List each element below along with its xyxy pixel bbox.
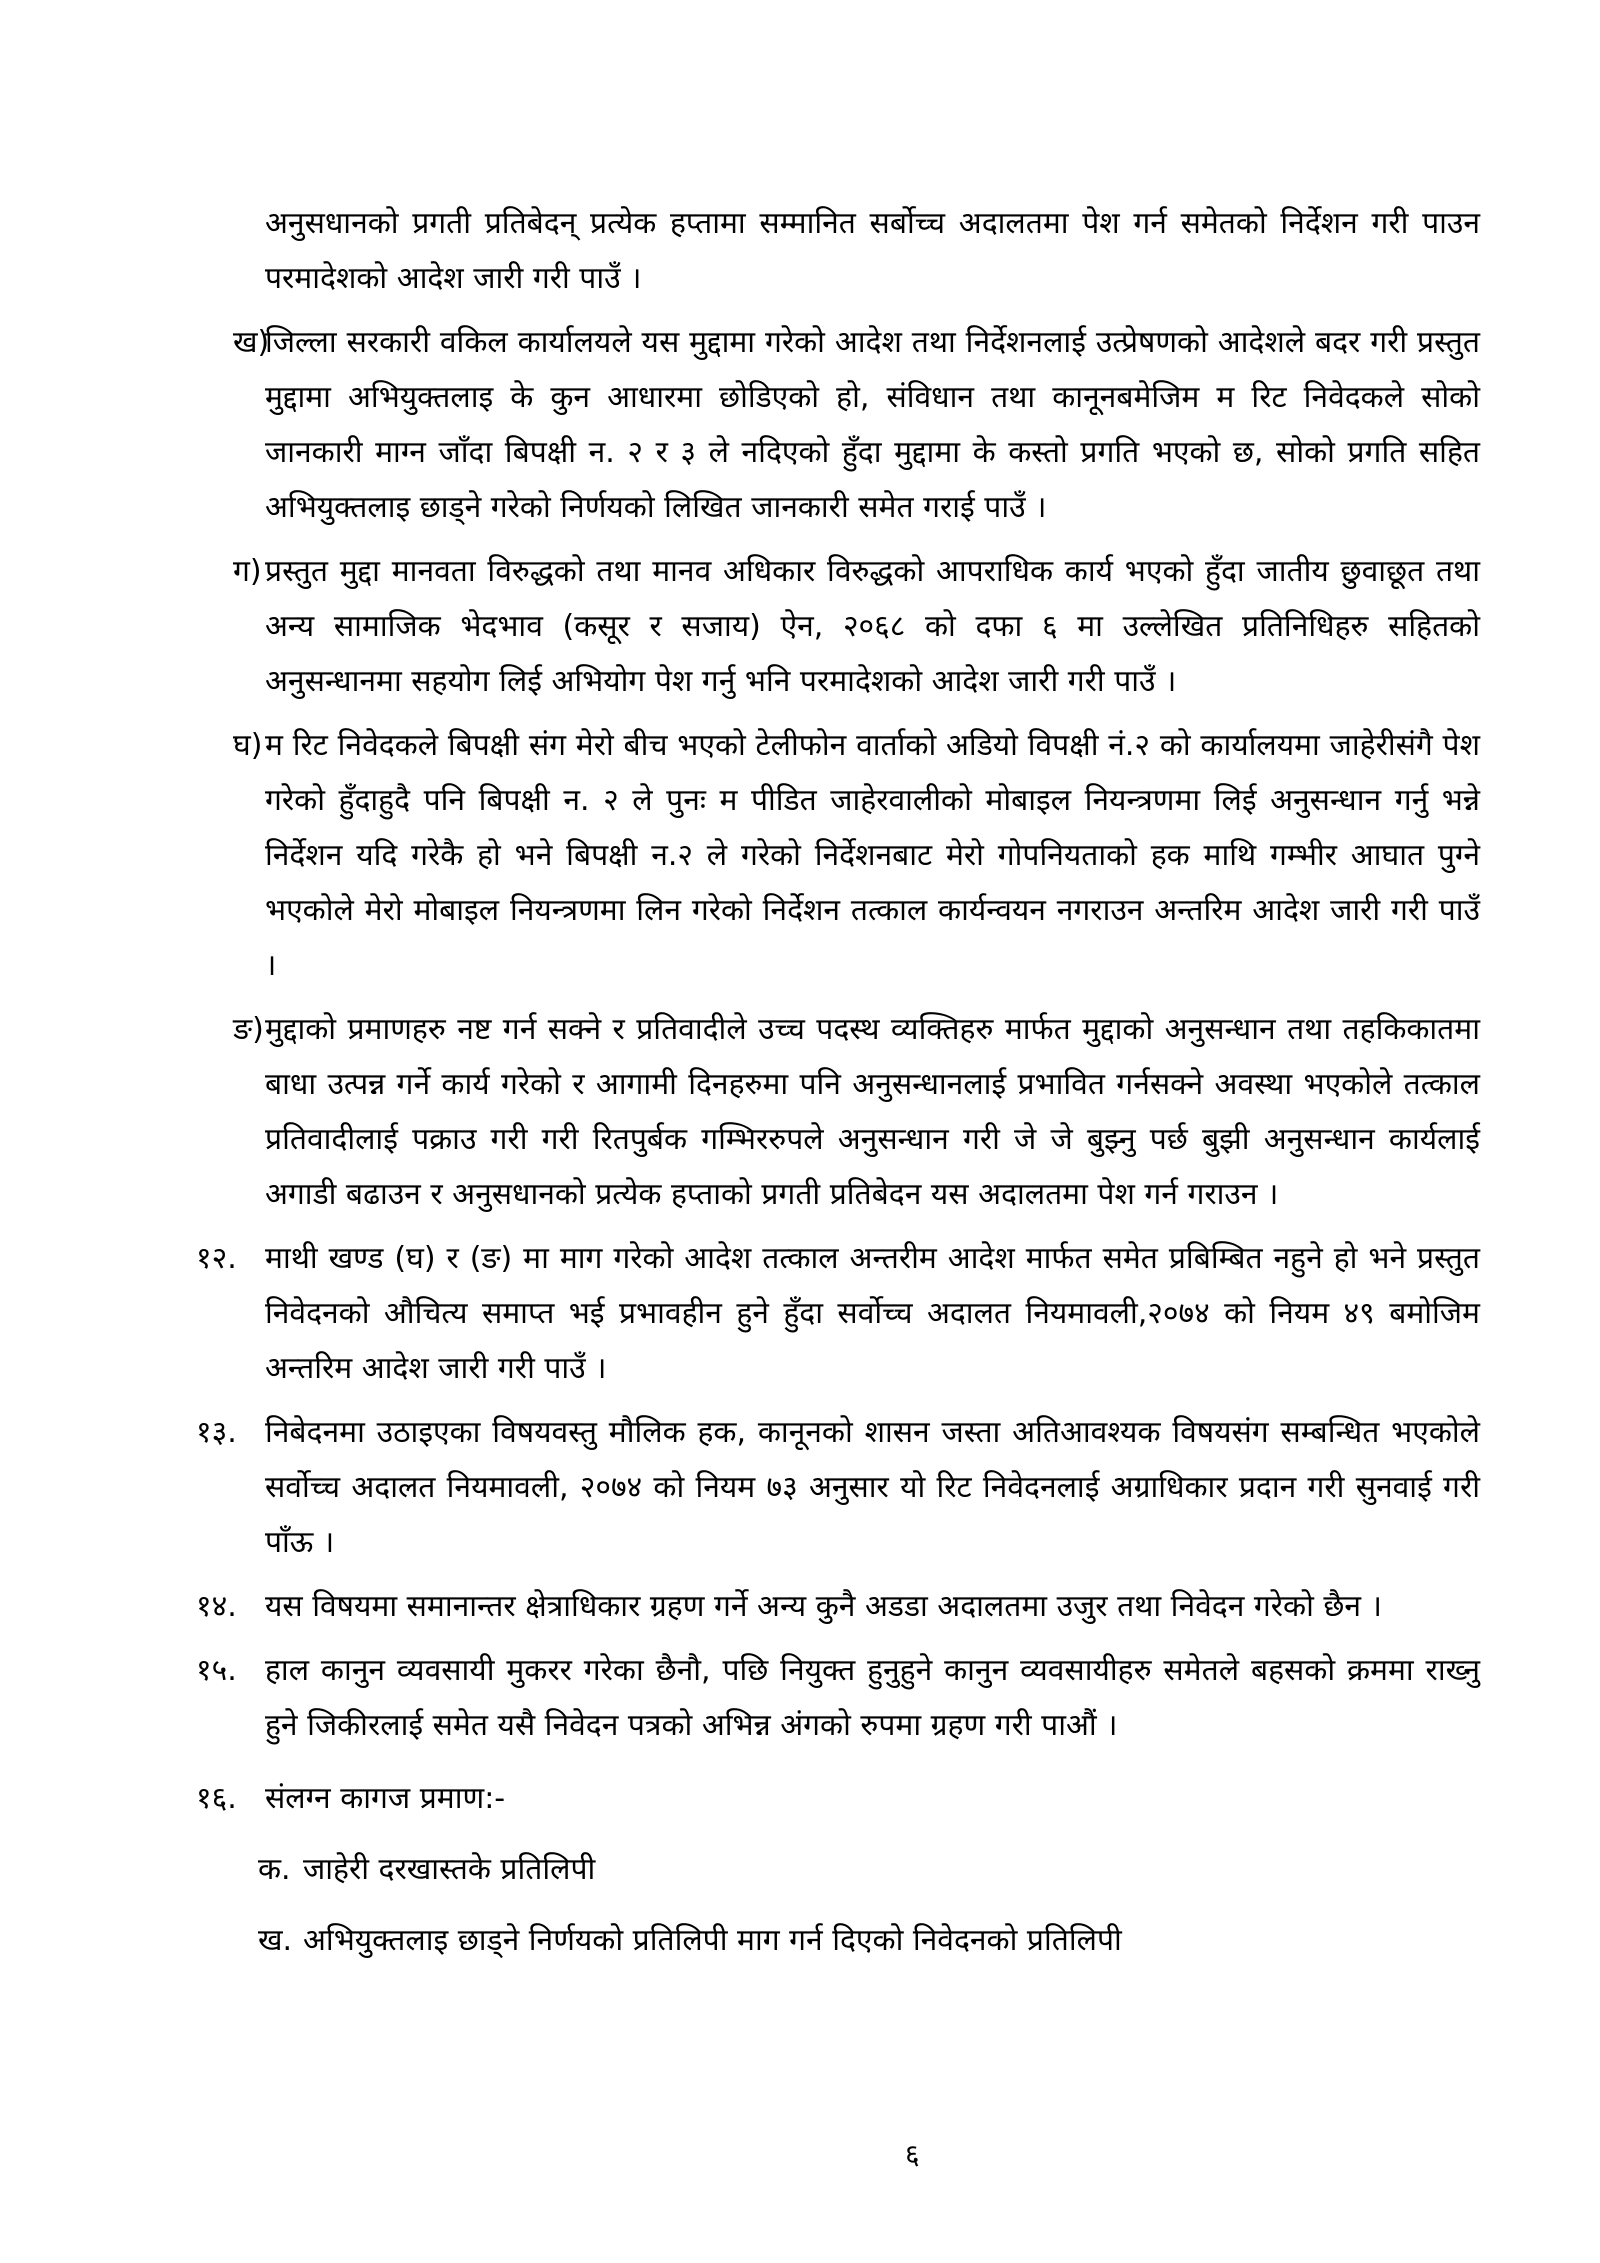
item-text: यस विषयमा समानान्तर क्षेत्राधिकार ग्रहण गर्ने अन्य कुनै अडडा अदालतमा उजुर तथा निवेदन गरेको छैन । [265, 1589, 1382, 1624]
list-item-kha [233, 315, 1480, 535]
item-label: ङ) [233, 1012, 264, 1047]
item-label: ख. [258, 1923, 293, 1958]
list-item-ga [233, 544, 1480, 709]
item-label: १३. [196, 1415, 237, 1450]
attachment-item-kha [258, 1913, 1480, 1968]
body-text [0, 196, 1600, 1977]
item-text: जाहेरी दरखास्तके प्रतिलिपी [303, 1852, 596, 1887]
list-item-16 [196, 1771, 1480, 1826]
list-item-12 [196, 1231, 1480, 1396]
item-text: मुद्दाको प्रमाणहरु नष्ट गर्न सक्ने र प्रतिवादीले उच्च पदस्थ व्यक्तिहरु मार्फत मुद्दाको अनुसन्धान तथा तहकिकातमा बाधा उत्पन्न गर्ने कार्य गरेको र आगामी दिनहरुमा पनि अनुसन्धानलाई प्रभावित गर्नसक्ने अवस्था भएकोले तत्काल प्रतिवादीलाई पक्राउ गरी गरी रितपुर्बक गम्भिररुपले अनुसन्धान गरी जे जे बुझ्नु पर्छ बुझी अनुसन्धान कार्यलाई अगाडी बढाउन र अनुसधानको प्रत्येक हप्ताको प्रगती प्रतिबेदन यस अदालतमा पेश गर्न गराउन । [265, 1012, 1480, 1212]
item-text: अभियुक्तलाइ छाड्ने निर्णयको प्रतिलिपी माग गर्न दिएको निवेदनको प्रतिलिपी [303, 1923, 1122, 1958]
item-text: हाल कानुन व्यवसायी मुकरर गरेका छैनौ, पछि नियुक्त हुनुहुने कानुन व्यवसायीहरु समेतले बहसको क्रममा राख्नु हुने जिकीरलाई समेत यसै निवेदन पत्रको अभिन्न अंगको रुपमा ग्रहण गरी पाऔं । [265, 1653, 1480, 1743]
item-text: म रिट निवेदकले बिपक्षी संग मेरो बीच भएको टेलीफोन वार्ताको अडियो विपक्षी नं.२ को कार्यालयमा जाहेरीसंगै पेश गरेको हुँदाहुदै पनि बिपक्षी न. २ ले पुनः म पीडित जाहेरवालीको मोबाइल नियन्त्रणमा लिई अनुसन्धान गर्नु भन्ने निर्देशन यदि गरेकै हो भने बिपक्षी न.२ ले गरेको निर्देशनबाट मेरो गोपनियताको हक माथि गम्भीर आघात पुग्ने भएकोले मेरो मोबाइल नियन्त्रणमा लिन गरेको निर्देशन तत्काल कार्यन्वयन नगराउन अन्तरिम आदेश जारी गरी पाउँ । [265, 728, 1480, 983]
page-number: ६ [905, 2138, 920, 2171]
list-item-nga [233, 1002, 1480, 1222]
list-item-15 [196, 1643, 1480, 1753]
attachment-item-ka [258, 1842, 1480, 1897]
item-label: घ) [233, 728, 263, 763]
item-label: १२. [196, 1241, 237, 1276]
item-label: १४. [196, 1589, 237, 1624]
item-label: १५. [196, 1653, 237, 1688]
item-text: संलग्न कागज प्रमाण:- [265, 1781, 506, 1816]
item-text: अनुसधानको प्रगती प्रतिबेदन् प्रत्येक हप्तामा सम्मानित सर्बोच्च अदालतमा पेश गर्न समेतको निर्देशन गरी पाउन परमादेशको आदेश जारी गरी पाउँ । [265, 206, 1480, 296]
item-label: १६. [196, 1781, 237, 1816]
item-text: निबेदनमा उठाइएका विषयवस्तु मौलिक हक, कानूनको शासन जस्ता अतिआवश्यक विषयसंग सम्बन्धित भएकोले सर्वोच्च अदालत नियमावली, २०७४ को नियम ७३ अनुसार यो रिट निवेदनलाई अग्राधिकार प्रदान गरी सुनवाई गरी पाँऊ । [265, 1415, 1480, 1560]
list-item-13 [196, 1405, 1480, 1570]
list-item-continuation [265, 196, 1480, 306]
list-item-gha [233, 718, 1480, 993]
item-text: जिल्ला सरकारी वकिल कार्यालयले यस मुद्दामा गरेको आदेश तथा निर्देशनलाई उत्प्रेषणको आदेशले बदर गरी प्रस्तुत मुद्दामा अभियुक्तलाइ के कुन आधारमा छोडिएको हो, संविधान तथा कानूनबमेजिम म रिट निवेदकले सोको जानकारी माग्न जाँदा बिपक्षी न. २ र ३ ले नदिएको हुँदा मुद्दामा के कस्तो प्रगति भएको छ, सोको प्रगति सहित अभियुक्तलाइ छाड्ने गरेको निर्णयको लिखित जानकारी समेत गराई पाउँ । [265, 325, 1480, 525]
item-label: ख) [233, 325, 270, 360]
item-text: प्रस्तुत मुद्दा मानवता विरुद्धको तथा मानव अधिकार विरुद्धको आपराधिक कार्य भएको हुँदा जातीय छुवाछूत तथा अन्य सामाजिक भेदभाव (कसूर र सजाय) ऐन, २०६८ को दफा ६ मा उल्लेखित प्रतिनिधिहरु सहितको अनुसन्धानमा सहयोग लिई अभियोग पेश गर्नु भनि परमादेशको आदेश जारी गरी पाउँ । [265, 554, 1480, 699]
item-label: क. [258, 1852, 291, 1887]
item-label: ग) [233, 554, 262, 589]
list-item-14 [196, 1579, 1480, 1634]
item-text: माथी खण्ड (घ) र (ङ) मा माग गरेको आदेश तत्काल अन्तरीम आदेश मार्फत समेत प्रबिम्बित नहुने हो भने प्रस्तुत निवेदनको औचित्य समाप्त भई प्रभावहीन हुने हुँदा सर्वोच्च अदालत नियमावली,२०७४ को नियम ४९ बमोजिम अन्तरिम आदेश जारी गरी पाउँ । [265, 1241, 1480, 1386]
